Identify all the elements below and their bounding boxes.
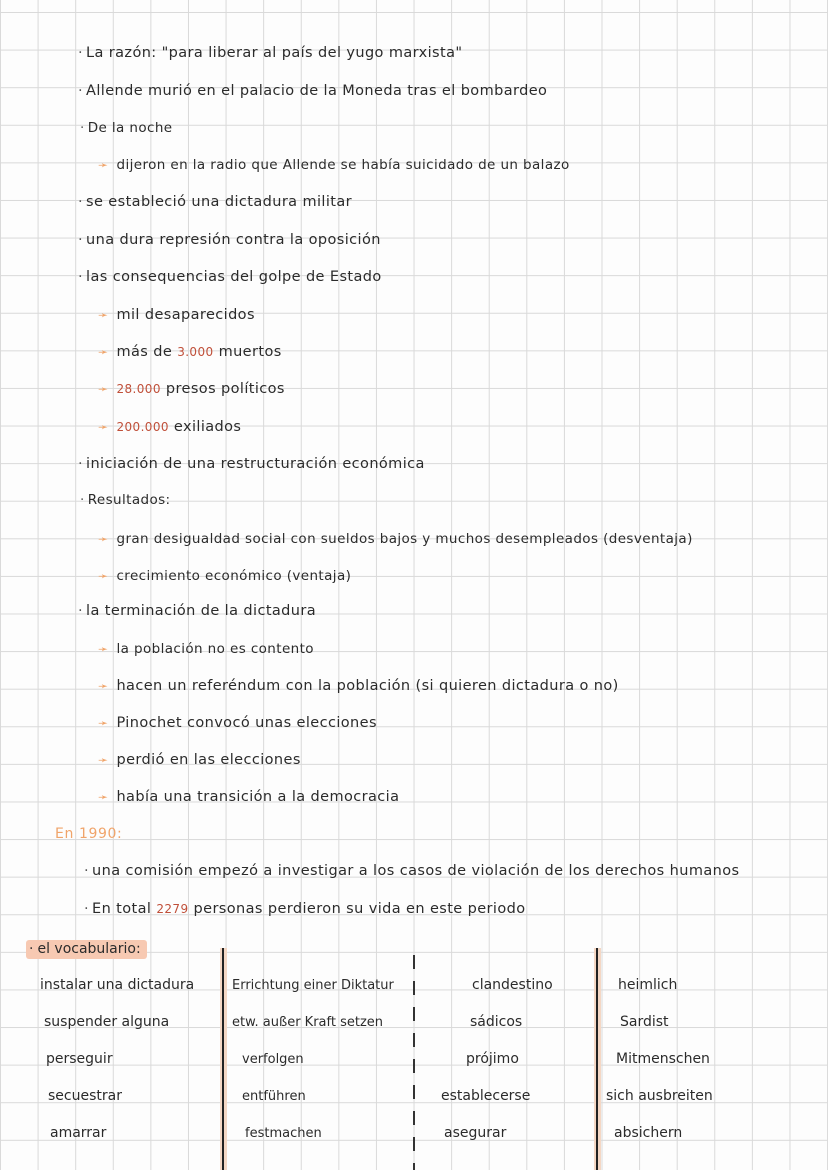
note-bullet: · En total 2279 personas perdieron su vida en este periodo <box>84 901 526 917</box>
arrow-icon: ➛ <box>98 790 109 804</box>
note-bullet: · la terminación de la dictadura <box>78 603 317 619</box>
vocab-spanish: instalar una dictadura <box>40 977 195 993</box>
column-divider <box>222 948 224 1170</box>
vocab-german: verfolgen <box>242 1052 304 1067</box>
note-subpoint: ➛ más de 3.000 muertos <box>98 344 282 360</box>
vocab-german: Sardist <box>620 1014 669 1030</box>
arrow-icon: ➛ <box>98 345 109 359</box>
vocab-german: Errichtung einer Diktatur <box>232 978 394 993</box>
note-subpoint: ➛ gran desigualdad social con sueldos bajos y muchos desempleados (desventaja) <box>98 531 693 547</box>
note-bullet: · De la noche <box>80 120 173 136</box>
note-subpoint: ➛ había una transición a la democracia <box>98 789 400 805</box>
vocab-spanish: asegurar <box>444 1125 507 1141</box>
note-bullet: · La razón: "para liberar al país del yugo marxista" <box>78 45 463 61</box>
arrow-icon: ➛ <box>98 642 109 656</box>
arrow-icon: ➛ <box>98 716 109 730</box>
note-bullet: · las consequencias del golpe de Estado <box>78 269 382 285</box>
section-heading-1990: En 1990: <box>55 826 123 842</box>
vocab-german: Mitmenschen <box>616 1051 710 1067</box>
arrow-icon: ➛ <box>98 753 109 767</box>
arrow-icon: ➛ <box>98 420 109 434</box>
vocab-german: heimlich <box>618 977 678 993</box>
note-bullet: · se estableció una dictadura militar <box>78 194 353 210</box>
note-bullet: · Resultados: <box>80 492 171 508</box>
vocab-spanish: secuestrar <box>48 1088 122 1104</box>
arrow-icon: ➛ <box>98 532 109 546</box>
note-subpoint: ➛ perdió en las elecciones <box>98 752 301 768</box>
vocab-spanish: amarrar <box>50 1125 107 1141</box>
vocab-german: festmachen <box>245 1126 322 1141</box>
vocab-spanish: sádicos <box>470 1014 523 1030</box>
vocab-spanish: perseguir <box>46 1051 113 1067</box>
note-subpoint: ➛ 200.000 exiliados <box>98 419 242 435</box>
note-subpoint: ➛ la población no es contento <box>98 641 314 657</box>
arrow-icon: ➛ <box>98 308 109 322</box>
vocab-spanish: clandestino <box>472 977 553 993</box>
arrow-icon: ➛ <box>98 679 109 693</box>
vocab-spanish: prójimo <box>466 1051 519 1067</box>
column-divider <box>596 948 598 1170</box>
arrow-icon: ➛ <box>98 382 109 396</box>
note-subpoint: ➛ Pinochet convocó unas elecciones <box>98 715 377 731</box>
note-subpoint: ➛ hacen un referéndum con la población (si quieren dictadura o no) <box>98 678 619 694</box>
vocab-german: etw. außer Kraft setzen <box>232 1015 384 1030</box>
note-bullet: · una dura represión contra la oposición <box>78 232 381 248</box>
note-subpoint: ➛ 28.000 presos políticos <box>98 381 285 397</box>
vocab-german: absichern <box>614 1125 683 1141</box>
note-subpoint: ➛ crecimiento económico (ventaja) <box>98 568 352 584</box>
vocab-german: sich ausbreiten <box>606 1088 713 1104</box>
note-bullet: · Allende murió en el palacio de la Moneda tras el bombardeo <box>78 83 548 99</box>
note-subpoint: ➛ mil desaparecidos <box>98 307 255 323</box>
note-subpoint: ➛ dijeron en la radio que Allende se había suicidado de un balazo <box>98 157 570 173</box>
arrow-icon: ➛ <box>98 158 109 172</box>
note-bullet: · una comisión empezó a investigar a los casos de violación de los derechos humanos <box>84 863 740 879</box>
vocab-spanish: establecerse <box>441 1088 531 1104</box>
vocab-spanish: suspender alguna <box>44 1014 170 1030</box>
note-bullet: · iniciación de una restructuración económica <box>78 456 425 472</box>
arrow-icon: ➛ <box>98 569 109 583</box>
vocab-heading: · el vocabulario: <box>26 940 147 959</box>
column-divider-dashed <box>413 955 415 1170</box>
vocab-german: entführen <box>242 1089 306 1104</box>
